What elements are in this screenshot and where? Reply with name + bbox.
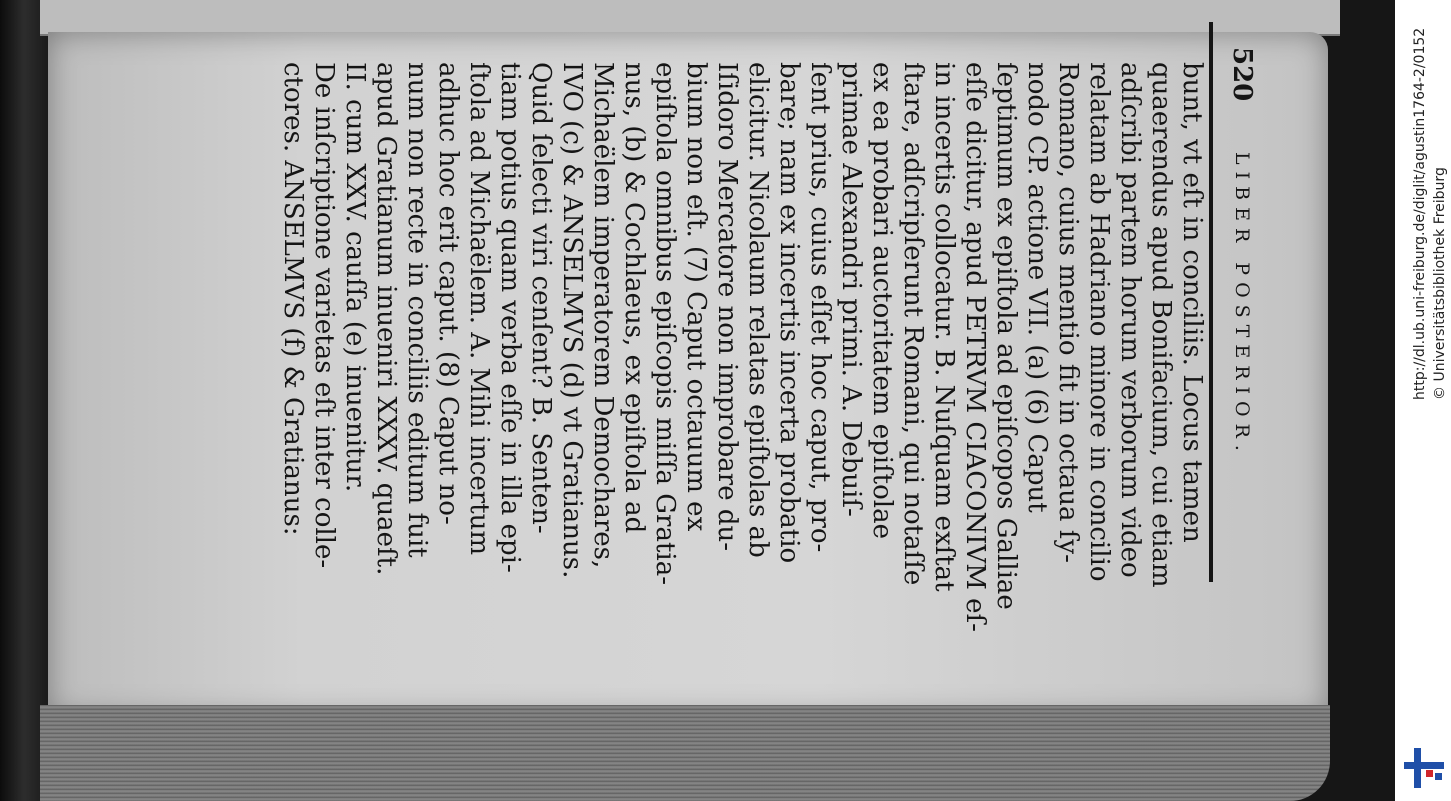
source-url[interactable]: http://dl.ub.uni-freiburg.de/diglit/agustin1764-2/0152	[1412, 27, 1428, 400]
margin-note	[494, 0, 525, 22]
margin-note	[370, 0, 401, 22]
margin-note	[277, 0, 308, 22]
text-line: elicitur. Nicolaum relatas epiſtolas ab	[743, 62, 773, 558]
margin-note	[1145, 0, 1176, 22]
margin-note	[711, 0, 742, 22]
text-line: primae Alexandri primi. A. Debuiſ-	[836, 62, 866, 517]
margin-note	[587, 0, 618, 22]
margin-note	[463, 0, 494, 22]
margin-note	[866, 0, 897, 22]
text-line: Romano, cuius mentio fit in octaua ſy-	[1053, 62, 1083, 563]
margin-note	[649, 0, 680, 22]
margin-note	[1114, 0, 1145, 22]
margin-note	[1176, 0, 1207, 22]
margin-note	[959, 0, 990, 22]
text-line: bare; nam ex incertis incerta probatio	[774, 62, 804, 564]
text-line: relatam ab Hadriano minore in concilio	[1084, 62, 1114, 582]
page-text-block	[113, 22, 1263, 632]
margin-note	[1021, 0, 1052, 22]
text-line: nus, (b) & Cochlaeus, ex epiſtola ad	[619, 62, 649, 534]
margin-note	[308, 0, 339, 22]
text-line: ctores. ANSELMVS (f) & Gratianus:	[278, 62, 308, 536]
credit-text	[1410, 28, 1450, 400]
text-line: apud Gratianum inueniri XXXV. quaeſt.	[371, 62, 401, 576]
text-line: adſcribi partem horum verborum video	[1115, 62, 1145, 578]
text-line: ſent prius, cuius eſſet hoc caput, pro-	[805, 62, 835, 553]
margin-note	[990, 0, 1021, 22]
margin-note	[928, 0, 959, 22]
margin-note	[1083, 0, 1114, 22]
text-line: De inſcriptione varietas eſt inter colle-	[309, 62, 339, 569]
library-logo-icon	[1404, 748, 1444, 788]
margin-note	[525, 0, 556, 22]
text-line: bium non eſt. (7) Caput octauum ex	[681, 62, 711, 532]
margin-note	[556, 0, 587, 22]
text-line: ſtola ad Michaëlem. A. Mihi incertum	[464, 62, 494, 556]
margin-note	[804, 0, 835, 22]
margin-note	[432, 0, 463, 22]
text-line: eſſe dicitur, apud PETRVM CIACONIVM eſ-	[960, 62, 990, 632]
text-line: quaerendus apud Bonifacium, cui etiam	[1146, 62, 1176, 588]
text-line: IVO (c) & ANSELMVS (d) vt Gratianus.	[557, 62, 587, 579]
text-line: num non recte in conciliis editum fuit	[402, 62, 432, 558]
text-line: tiam potius quam verba eſſe in illa epi-	[495, 62, 525, 573]
margin-note	[618, 0, 649, 22]
running-title: LIBER POSTERIOR.	[1231, 152, 1253, 458]
margin-note	[742, 0, 773, 22]
margin-note	[773, 0, 804, 22]
margin-note	[401, 0, 432, 22]
margin-note	[835, 0, 866, 22]
margin-note	[897, 0, 928, 22]
page-number: 520	[1227, 47, 1257, 102]
margin-notes	[277, 0, 1207, 22]
text-line: ſtare, adſcripſerunt Romani, qui notaſſe	[898, 62, 928, 586]
text-line: Quid ſelecti viri cenſent? B. Senten-	[526, 62, 556, 534]
margin-note	[1052, 0, 1083, 22]
text-line: epiſtola omnibus epiſcopis miſſa Gratia-	[650, 62, 680, 585]
body-text	[277, 22, 1207, 702]
text-line: adhuc hoc erit caput. (8) Caput no-	[433, 62, 463, 525]
margin-note	[680, 0, 711, 22]
text-line: Michaëlem imperatorem Demochares,	[588, 62, 618, 569]
text-line: in incertis collocatur. B. Nuſquam exſtat	[929, 62, 959, 592]
running-head	[1209, 22, 1263, 582]
copyright-notice: © Universitätsbibliothek Freiburg	[1432, 167, 1448, 400]
page-block-edge	[40, 705, 1330, 801]
text-line: II. cum XXV. cauſſa (e) inuenitur.	[340, 62, 370, 493]
text-line: bunt, vt eſt in conciliis. Locus tamen	[1177, 62, 1207, 543]
text-line: Iſidoro Mercatore non improbare du-	[712, 62, 742, 552]
text-line: nodo CP. actione VII. (a) (6) Caput	[1022, 62, 1052, 513]
text-line: ſeptimum ex epiſtola ad epiſcopos Galliae	[991, 62, 1021, 610]
text-line: ex ea probari auctoritatem epiſtolae	[867, 62, 897, 539]
margin-note	[339, 0, 370, 22]
